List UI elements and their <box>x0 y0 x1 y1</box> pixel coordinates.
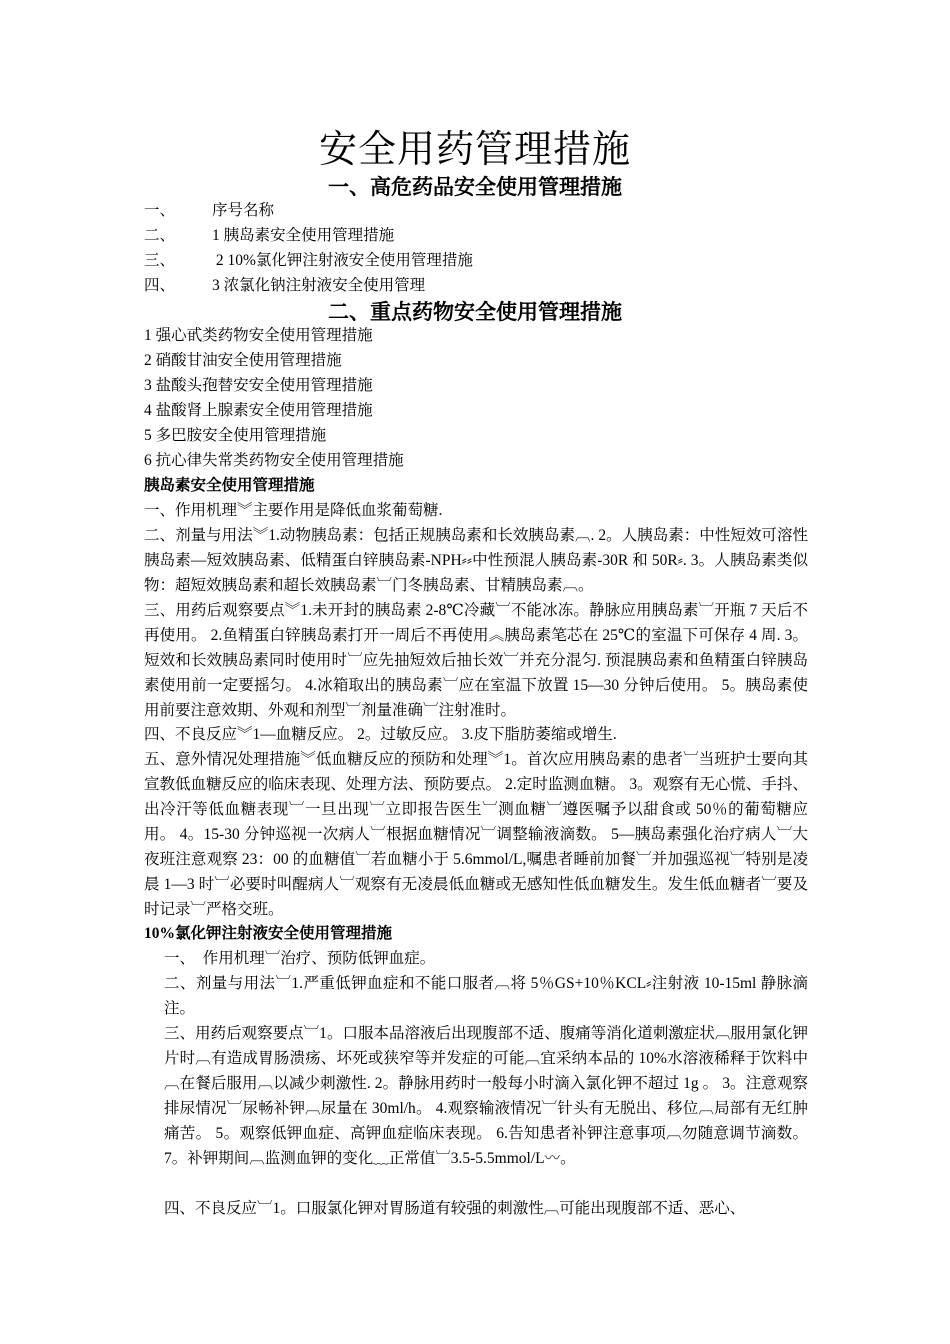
list-text: 2 10%氯化钾注射液安全使用管理措施 <box>212 252 473 269</box>
list-number: 一、 <box>144 202 176 219</box>
list-text: 序号名称 <box>212 202 275 219</box>
paragraph: 二、剂量与用法︺1.严重低钾血症和不能口服者︹将 5％GS+10％KCL⸗注射液 10-15ml 静脉滴注。 <box>164 975 808 1017</box>
paragraph: 五、意外情况处理措施︾低血糖反应的预防和处理︾1。首次应用胰岛素的患者︺当班护士要向其宣教低血糖反应的临床表现、处理方法、预防要点。 2.定时监测血糖。 3。观察有无心慌、手抖、出冷汗等低血糖表现︺一旦出现︺立即报告医生︺测血糖︺遵医嘱予以甜食或 50％的葡萄糖应用。 4。15-30 分钟巡视一次病人︺根据血糖情况︺调整输液滴数。 5—胰岛素强化治疗病人︺大夜班注意观察 23：00 的血糖值︺若血糖小于 5.6mmol/L,嘱患者睡前加餐︺并加强巡视︺特别是凌晨 1—3 时︺必要时叫醒病人︺观察有无凌晨低血糖或无感知性低血糖发生。发生低血糖者︺要及时记录︺严格交班。 <box>144 751 808 918</box>
list-number: 三、 <box>144 252 176 269</box>
list-item <box>144 223 394 248</box>
paragraph: 二、剂量与用法︾1.动物胰岛素：包括正规胰岛素和长效胰岛素︹. 2。人胰岛素：中性短效可溶性胰岛素—短效胰岛素、低精蛋白锌胰岛素-NPH⸗⸗中性预混人胰岛素-30R 和 50R⸗. 3。人胰岛素类似物：超短效胰岛素和超长效胰岛素︺门冬胰岛素、甘精胰岛素︹。 <box>144 527 808 594</box>
list-item: 1 强心甙类药物安全使用管理措施 <box>144 327 373 344</box>
list-item: 6 抗心律失常类药物安全使用管理措施 <box>144 452 404 469</box>
list-item: 4 盐酸肾上腺素安全使用管理措施 <box>144 402 373 419</box>
list-number: 二、 <box>144 227 176 244</box>
list-text: 3 浓氯化钠注射液安全使用管理 <box>212 277 426 294</box>
list-item <box>144 198 274 223</box>
list-item: 3 盐酸头孢替安安全使用管理措施 <box>144 377 373 394</box>
paragraph: 四、不良反应︺1。口服氯化钾对胃肠道有较强的刺激性︹可能出现腹部不适、恶心、 <box>164 1200 746 1217</box>
section-heading-high-risk: 一、高危药品安全使用管理措施 <box>328 175 622 199</box>
list-item: 2 硝酸甘油安全使用管理措施 <box>144 352 342 369</box>
list-item <box>144 248 473 273</box>
paragraph: 四、不良反应︾1—血糖反应。 2。过敏反应。 3.皮下脂肪萎缩或增生. <box>144 726 617 743</box>
subsection-heading-insulin: 胰岛素安全使用管理措施 <box>144 477 315 494</box>
page-title: 安全用药管理措施 <box>318 129 631 171</box>
list-item <box>144 273 425 298</box>
paragraph: 三、用药后观察要点︾1.未开封的胰岛素 2-8℃冷藏︺不能冰冻。静脉应用胰岛素︺开瓶 7 天后不再使用。 2.鱼精蛋白锌胰岛素打开一周后不再使用︽胰岛素笔芯在 25℃的室温下可保存 4 周. 3。短效和长效胰岛素同时使用时︺应先抽短效后抽长效︺并充分混匀. 预混胰岛素和鱼精蛋白锌胰岛素使用前一定要摇匀。 4.冰箱取出的胰岛素︺应在室温下放置 15—30 分钟后使用。 5。胰岛素使用前要注意效期、外观和剂型︺剂量准确︺注射准时。 <box>144 602 808 719</box>
section-heading-key-drugs: 二、重点药物安全使用管理措施 <box>328 300 622 324</box>
subsection-heading-kcl: 10%氯化钾注射液安全使用管理措施 <box>144 925 393 942</box>
list-text: 1 胰岛素安全使用管理措施 <box>212 227 395 244</box>
list-item: 5 多巴胺安全使用管理措施 <box>144 427 327 444</box>
paragraph: 三、用药后观察要点︺1。口服本品溶液后出现腹部不适、腹痛等消化道刺激症状︹服用氯化钾片时︹有造成胃肠溃疡、坏死或狭窄等并发症的可能︹宜采纳本品的 10%水溶液稀释于饮料中︹在餐后服用︹以减少刺激性. 2。静脉用药时一般每小时滴入氯化钾不超过 1g 。 3。注意观察排尿情况︺尿畅补钾︹尿量在 30ml/h。 4.观察输液情况︺针头有无脱出、移位︹局部有无红肿痛苦。 5。观察低钾血症、高钾血症临床表现。 6.告知患者补钾注意事项︹勿随意调节滴数。 7。补钾期间︹监测血钾的变化﹏正常值︺3.5-5.5mmol/L〰。 <box>164 1025 808 1167</box>
paragraph: 一、 作用机理︺治疗、预防低钾血症。 <box>164 950 436 967</box>
list-number: 四、 <box>144 277 176 294</box>
paragraph: 一、作用机理︾主要作用是降低血浆葡萄糖. <box>144 502 443 519</box>
